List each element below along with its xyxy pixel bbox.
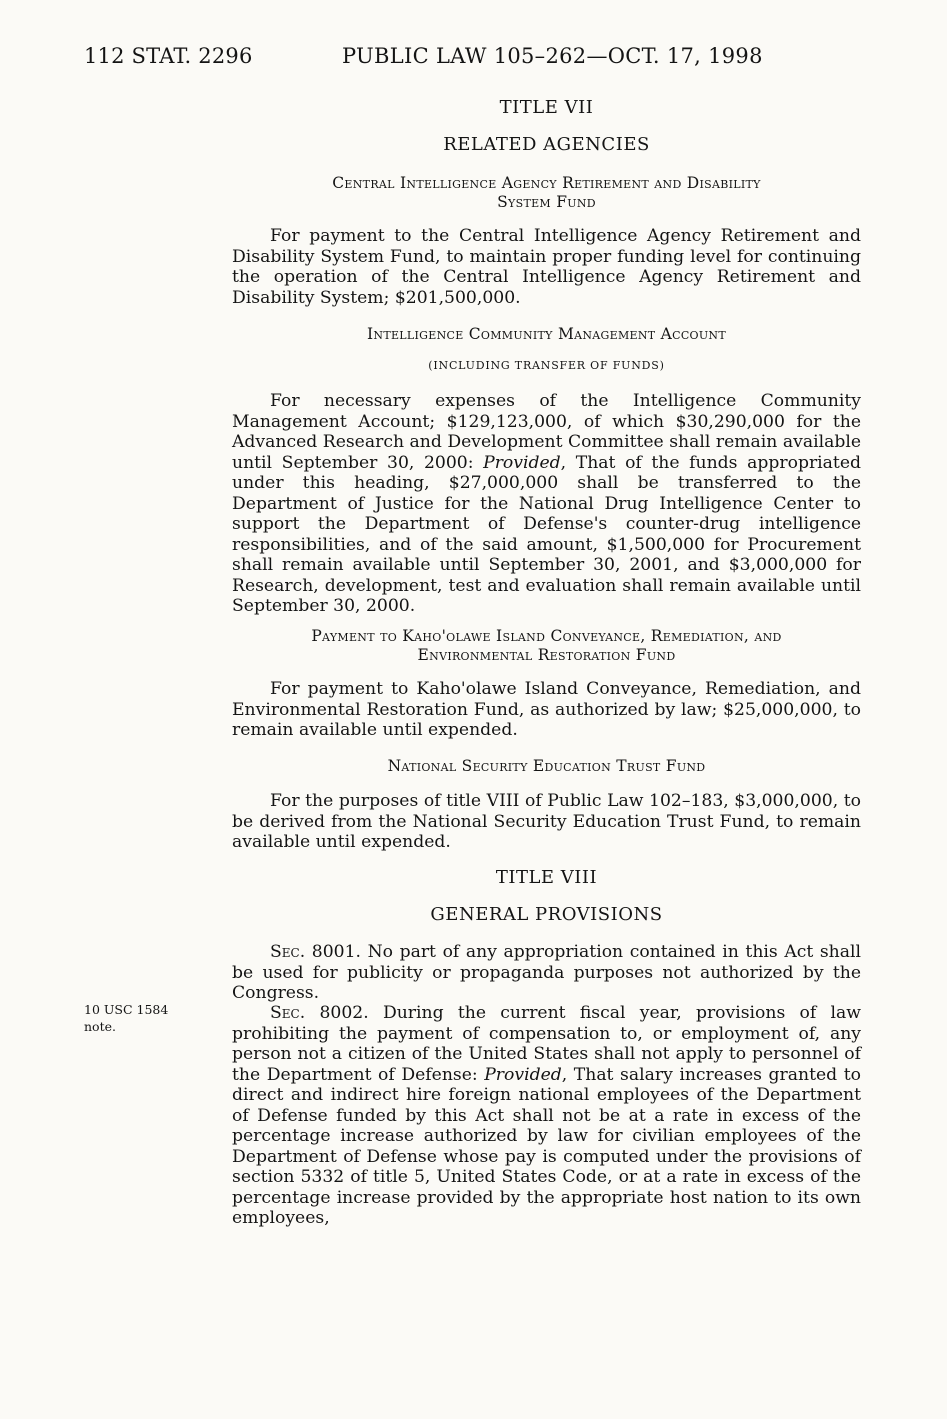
statute-page-number: 112 STAT. 2296 (84, 44, 253, 68)
page-header (84, 44, 864, 74)
icma-paragraph (232, 391, 861, 617)
sec-8002-text-after: , That salary increases granted to direct and indirect hire foreign national employees of the Department of Defense funded by this Act shall not be at a rate in excess of the percentage increase authorized by law for civilian employees of the Department of Defense whose pay is computed under the provisions of section 5332 of title 5, United States Code, or at a rate in excess of the percentage increase provided by the appropriate host nation to its own employees, (232, 1064, 861, 1228)
icma-subheading: (INCLUDING TRANSFER OF FUNDS) (428, 359, 665, 372)
sec-8002-paragraph (232, 1003, 861, 1229)
title-vii-heading: TITLE VII (499, 97, 594, 118)
sec-8002-label: Sec. 8002. (270, 1003, 369, 1023)
sec-8001-text: No part of any appropriation contained in this Act shall be used for publicity or propaganda purposes not authorized by the Congress. (232, 942, 861, 1003)
kahoolawe-heading-line1: Payment to Kaho'olawe Island Conveyance, Remediation, and (311, 627, 782, 645)
kahoolawe-paragraph: For payment to Kaho'olawe Island Conveyance, Remediation, and Environmental Restoration Fund, as authorized by law; $25,000,000, to remain available until expended. (232, 679, 861, 740)
sec-8002-text-before: During the current fiscal year, provisions of law prohibiting the payment of compensation to, or employment of, any person not a citizen of the United States shall not apply to personnel of the Department of Defense: (232, 1003, 861, 1085)
related-agencies-heading: RELATED AGENCIES (443, 134, 650, 155)
margin-note-label: note. (84, 1019, 116, 1034)
icma-heading: Intelligence Community Management Account (366, 325, 726, 343)
cia-fund-heading-line1: Central Intelligence Agency Retirement and Disability (332, 174, 761, 192)
margin-note (84, 1001, 194, 1035)
icma-text-after: , That of the funds appropriated under this heading, $27,000,000 shall be transferred to the Department of Justice for the National Drug Intelligence Center to support the Department of Defense's counter-drug intelligence responsibilities, and of the said amount, $1,500,000 for Procurement shall remain available until September 30, 2001, and $3,000,000 for Research, development, test and evaluation shall remain available until September 30, 2000. (232, 452, 861, 616)
sec-8002-provided: Provided (484, 1064, 562, 1085)
margin-note-citation: 10 USC 1584 (84, 1002, 169, 1017)
sec-8001-paragraph (232, 942, 861, 1004)
general-provisions-heading: GENERAL PROVISIONS (430, 904, 663, 925)
cia-fund-paragraph: For payment to the Central Intelligence Agency Retirement and Disability System Fund, to maintain proper funding level for continuing the operation of the Central Intelligence Agency Retirement and Disability System; $201,500,000. (232, 226, 861, 308)
icma-text-before: For necessary expenses of the Intelligence Community Management Account; $129,123,000, of which $30,290,000 for the Advanced Research and Development Committee shall remain available until September 30, 2000: (232, 391, 861, 473)
kahoolawe-heading-line2: Environmental Restoration Fund (417, 646, 676, 664)
sec-8001-label: Sec. 8001. (270, 942, 361, 962)
nset-paragraph: For the purposes of title VIII of Public Law 102–183, $3,000,000, to be derived from the National Security Education Trust Fund, to remain available until expended. (232, 791, 861, 852)
nset-heading: National Security Education Trust Fund (387, 757, 706, 775)
cia-fund-heading-line2: System Fund (497, 193, 596, 211)
public-law-citation: PUBLIC LAW 105–262—OCT. 17, 1998 (342, 44, 763, 68)
title-viii-heading: TITLE VIII (495, 867, 598, 888)
icma-provided: Provided (483, 452, 561, 473)
